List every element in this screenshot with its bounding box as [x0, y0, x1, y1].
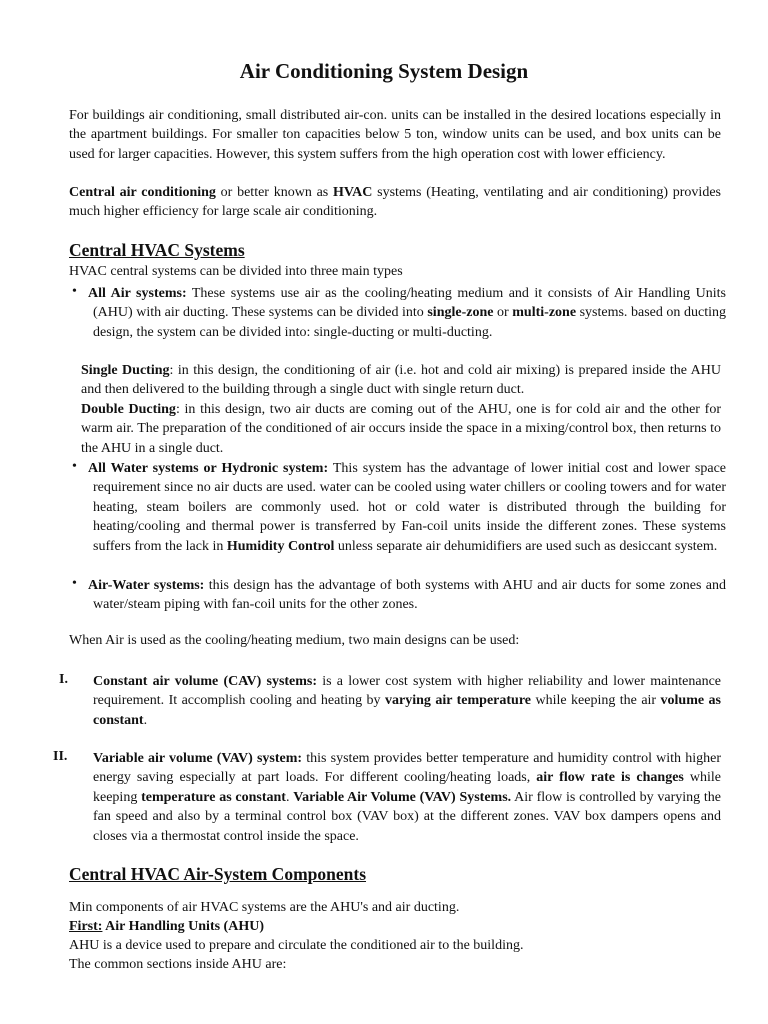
vav-paragraph: Variable air volume (VAV) system: this system provides better temperature and humidity control with higher energy saving especially at part loads. For different cooling/heating loads, air flow rate is changes while keeping temperature as constant. Variable Air Volume (VAV) Systems. Air flow is controlled by varying the fan speed and also by a terminal control box (VAV box) at the different zones. VAV box dampers opens and closes via a thermostat control inside the space.: [93, 751, 722, 844]
hvac-term: HVAC: [332, 185, 373, 200]
first-ahu-heading: First: Air Handling Units (AHU): [69, 919, 264, 934]
central-ac-term: Central air conditioning: [69, 185, 216, 200]
double-ducting-paragraph: Double Ducting: in this design, two air ducts are coming out of the AHU, one is for cold air and the other for warm air. The preparation of the conditioned of air occurs inside the space in a mixing/control box, then returns to the AHU in a single duct.: [81, 402, 721, 456]
section-heading-central-hvac: Central HVAC Systems: [69, 240, 245, 260]
ahu-sections-lead: The common sections inside AHU are:: [69, 957, 287, 972]
ahu-description: AHU is a device used to prepare and circulate the conditioned air to the building.: [69, 938, 524, 953]
single-ducting-paragraph: Single Ducting: in this design, the conditioning of air (i.e. hot and cold air mixing) is prepared inside the AHU and then delivered to the building through a single duct with single return duct.: [81, 363, 721, 398]
section-heading-components: Central HVAC Air-System Components: [69, 864, 367, 884]
list-number-i: I.: [59, 672, 68, 687]
page-title: Air Conditioning System Design: [239, 59, 529, 83]
bullet-icon: •: [72, 576, 77, 591]
air-medium-lead: When Air is used as the cooling/heating medium, two main designs can be used:: [69, 633, 520, 648]
bullet-air-water: Air-Water systems: this design has the advantage of both systems with AHU and air ducts for some zones and water/steam piping with fan-coil units for the other zones.: [88, 578, 727, 613]
intro-paragraph-hvac: Central air conditioning or better known as HVAC systems (Heating, ventilating and air conditioning) provides much higher efficiency for large scale air conditioning.: [69, 185, 721, 220]
intro-paragraph: For buildings air conditioning, small distributed air-con. units can be installed in the desired locations especially in the apartment buildings. For smaller ton capacities below 5 ton, window units can be used, and box units can be used for larger capacities. However, this system suffers from the high operation cost with lower efficiency.: [69, 108, 721, 162]
components-lead: Min components of air HVAC systems are the AHU's and air ducting.: [69, 900, 460, 915]
bullet-icon: •: [72, 459, 77, 474]
section-lead: HVAC central systems can be divided into three main types: [69, 264, 403, 279]
bullet-all-air: All Air systems: These systems use air as the cooling/heating medium and it consists of Air Handling Units (AHU) with air ducting. These systems can be divided into single-zone or multi-zone systems. based on ducting design, the system can be divided into: single-ducting or multi-ducting.: [88, 286, 726, 340]
cav-paragraph: Constant air volume (CAV) systems: is a lower cost system with higher reliability and lower maintenance requirement. It accomplish cooling and heating by varying air temperature while keeping the air volume as constant.: [93, 674, 721, 728]
bullet-icon: •: [72, 284, 77, 299]
bullet-all-water: All Water systems or Hydronic system: This system has the advantage of lower initial cost and lower space requirement since no air ducts are used. water can be cooled using water chillers or cooling towers and for water heating, steam boilers are commonly used. hot or cold water is distributed through the building for heating/cooling and thermal power is transferred by Fan-coil units inside the different zones. These systems suffers from the lack in Humidity Control unless separate air dehumidifiers are used such as desiccant system.: [88, 461, 727, 554]
list-number-ii: II.: [53, 749, 68, 764]
